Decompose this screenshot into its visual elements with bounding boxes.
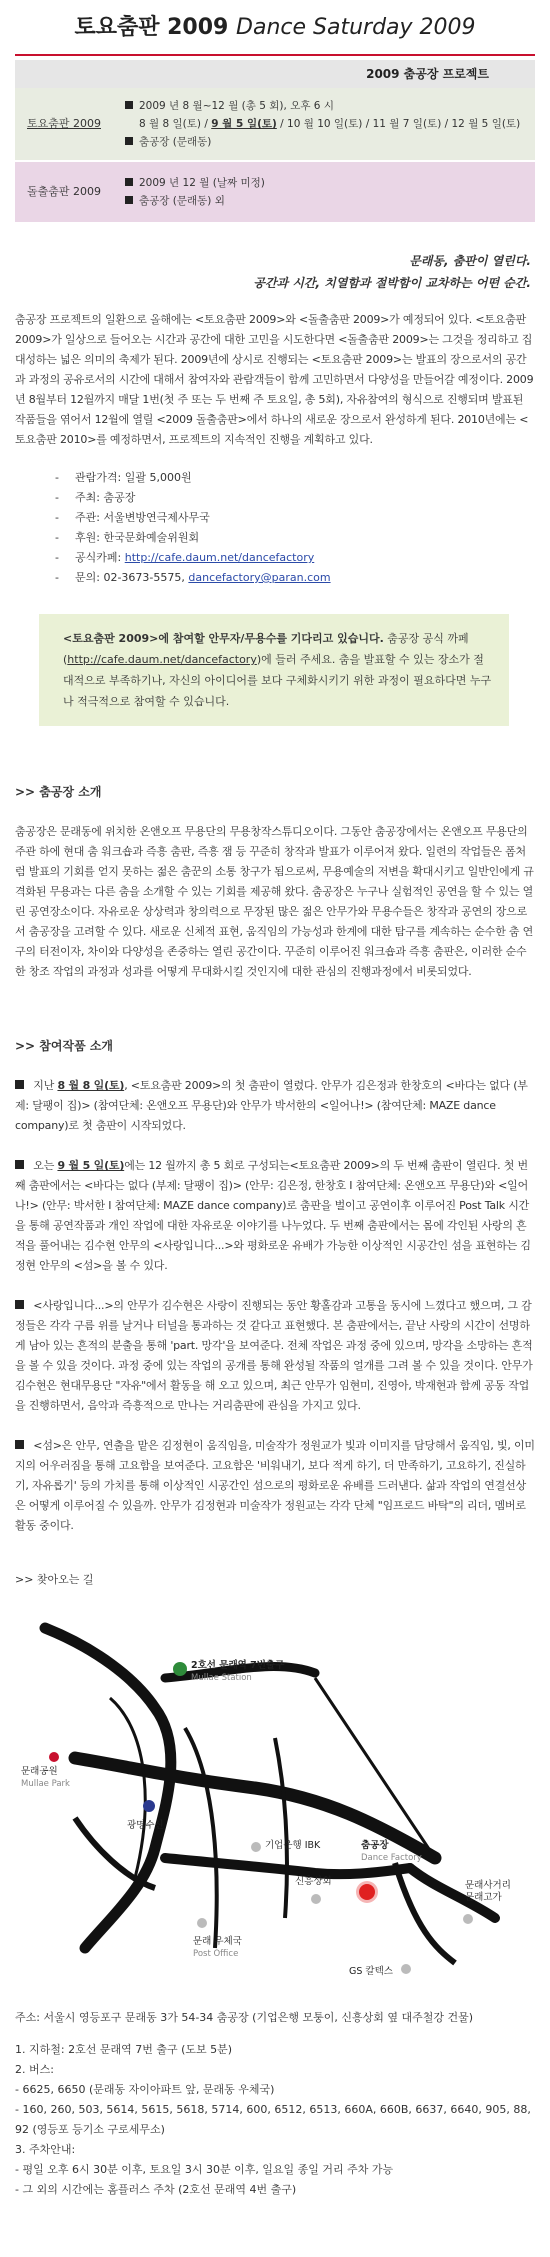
direction-line: - 160, 260, 503, 5614, 5615, 5618, 5714, 600, 6512, 6513, 660A, 660B, 6637, 6640, 905, 88, 92 (영등포 등기소 구로세무소) [15,2103,531,2136]
bullet-square-icon [125,178,133,186]
map-text: 문래 우체국 [193,1936,242,1947]
slogan-line: 문래동, 춤판이 열린다. [409,254,531,268]
works-text: 오는 [30,1159,58,1172]
schedule-details [125,174,535,210]
works-text: <섬>은 안무, 연출을 맡은 김정현이 움직임을, 미술작가 정원교가 빛과 이미지를 담당해서 움직임, 빛, 이미지의 어우러짐을 통해 고요함을 보여준다. 고요함은 '비워내기, 보다 적게 하기, 더 만족하기, 고요하기, 진실하기, 자유롭기' 등의 가치를 통해 이상적인 시공간인 섬으로의 평화로운 유배를 드러낸다. 삶과 작업의 연결선상은 어떻게 이루어질 수 있을까. 안무가 김정현과 미술작가 정원교는 각각 단체 "임프로드 바탁"의 리더, 멤버로 활동 중이다. [15,1439,535,1532]
schedule-label[interactable] [15,114,125,134]
direction-line: 3. 주차안내: [15,2143,76,2156]
map-text: 문래공원 [21,1766,58,1777]
post-office-marker-icon [197,1918,207,1928]
map-label-gwangmyeong: 광명수신 [127,1820,164,1831]
schedule-highlight-date: 9 월 5 일(토) [211,118,277,130]
bullet-square-icon [125,137,133,145]
bullet-square-icon [15,1440,24,1449]
notice-headline: <토요춤판 2009>에 참여할 안무자/무용수를 기다리고 있습니다. [63,632,384,645]
map-text: Post Office [193,1949,239,1959]
address: 주소: 서울시 영등포구 문래동 3가 54-34 춤공장 (기업은행 모퉁이, 신흥상회 옆 대주철강 건물) [15,2011,473,2024]
works-paragraph-2 [15,1156,535,1276]
info-fee: - 관람가격: 일괄 5,000원 [55,468,535,488]
works-text: 지난 [30,1079,58,1092]
subway-marker-icon [173,1662,187,1676]
info-host: - 주최: 춤공장 [55,488,535,508]
notice-text: 춤공장 공식 까페 ( [63,632,469,666]
park-marker-icon [49,1752,59,1762]
bullet-square-icon [15,1300,24,1309]
direction-line: 1. 지하철: 2호선 문래역 7번 출구 (도보 5분) [15,2043,233,2056]
ibk-marker-icon [251,1842,261,1852]
map-text: 춤공장 [361,1840,389,1851]
gas-station-marker-icon [401,1964,411,1974]
bullet-square-icon [125,101,133,109]
map-label-sinhan: 신흥상회 [295,1876,332,1887]
info-list [15,468,535,588]
about-paragraph: 춤공장은 문래동에 위치한 온앤오프 무용단의 무용창작스튜디오이다. 그동안 춤공장에서는 온앤오프 무용단의 주관 하에 현대 춤 워크숍과 즉흥 춤판, 즉흥 잼 등 꾸준히 창작과 발표가 이루어져 왔다. 일련의 작업들은 폼처럼 발표의 기회를 얻지 못하는 젊은 춤꾼의 소통 창구가 됨으로써, 무용예술의 저변을 확대시키고 일반인에게 규격화된 무용과는 다른 춤을 소개할 수 있는 기회를 제공해 왔다. 춤공장은 누구나 실험적인 공연을 할 수 있는 열린 공연장소이다. 자유로운 상상력과 창의력으로 무장된 많은 젊은 안무가와 무용수들은 창작과 공연의 장으로서 춤공장을 고려할 수 있다. 새로운 신체적 표현, 움직임의 가능성과 한계에 대한 탐구를 계속하는 순수한 춤 연구의 터전이자, 차이와 다양성을 존중하는 열린 공간이다. 꾸준히 이루어진 워크숍과 즉흥 춤판은, 이러한 순수한 창조 작업의 과정과 성과를 어떻게 무대화시킬 것인지에 대한 관심의 진행과정에서 비롯되었다. [15,825,534,978]
intersection-marker-icon [463,1914,473,1924]
info-cafe [55,548,535,568]
works-date: 9 월 5 일(토) [57,1159,125,1172]
map-text: 2호선 문래역 7번출구 [191,1660,285,1671]
schedule-label: 돌출춤판 2009 [27,185,101,198]
location-map [15,1618,515,1998]
title-english: Dance Saturday 2009 [236,15,476,40]
schedule-row-festival [15,162,535,222]
content [15,0,535,2200]
section-heading-works: >> 참여작품 소개 [15,1039,114,1053]
schedule-label-link[interactable]: 토요춤판 2009 [27,117,101,130]
slogan [15,250,535,294]
notice-text: )에 들러 주세요. 춤을 발표할 수 있는 장소가 절대적으로 부족하기나, 자신의 아이디어를 보다 구체화시키기 위한 과정이 필요하다면 누구나 적극적으로 참여할 수 있습니다. [63,653,492,708]
bullet-square-icon [15,1160,24,1169]
works-paragraph-1 [15,1076,535,1136]
cafe-link[interactable]: http://cafe.daum.net/dancefactory [124,551,315,564]
intro-paragraph: 춤공장 프로젝트의 일환으로 올해에는 <토요춤판 2009>와 <돌출춤판 2009>가 예정되어 있다. <토요춤판 2009>가 일상으로 들어오는 시간과 공간에 대한 고민을 시도한다면 <돌출춤판 2009>는 그것을 정리하고 집대성하는 넓은 의미의 축제가 된다. 2009년에 상시로 진행되는 <토요춤판 2009>는 발표의 장으로서의 공간과 과정의 공유로서의 시간에 대해서 참여자와 관람객들이 함께 고민하면서 다양성을 만들어갈 예정이다. 2009년 8월부터 12월까지 매달 1번(첫 주 또는 두 번째 주 토요일, 총 5회), 자유참여의 형식으로 진행되며 발표된 작품들을 엮어서 12월에 열릴 <2009 돌출춤판>에서 하나의 새로운 장으로서 완성하게 된다. 2010년에는 <토요춤판 2010>를 예정하면서, 프로젝트의 지속적인 진행을 계획하고 있다. [15,313,534,446]
slogan-line: 공간과 시간, 치열함과 절박함이 교차하는 어떤 순간. [253,276,531,290]
title-korean: 토요춤판 2009 [74,15,229,40]
email-link[interactable]: dancefactory@paran.com [188,571,331,584]
map-label-factory [361,1840,422,1864]
schedule-line: 2009 년 8 월~12 월 (총 5 회), 오후 6 시 [139,100,334,112]
map-text: Mullae Station [191,1673,252,1683]
project-heading: 2009 춤공장 프로젝트 [15,60,535,88]
section-heading-about: >> 춤공장 소개 [15,785,102,799]
works-text: , <토요춤판 2009>의 첫 춤판이 열렸다. 안무가 김은정과 한창호의 <바다는 없다 (부제: 달팽이 집)> (참여단체: 온앤오프 무용단)와 안무가 박서한의 <일어나!> (참여단체: MAZE dance company)로 첫 춤판이 시작되었다. [15,1079,528,1132]
schedule-line: 8 월 8 일(토) / [139,118,212,130]
schedule-details [125,97,535,151]
schedule-venue: 춤공장 (문래동) 외 [139,195,225,207]
info-contact [55,568,535,588]
info-cafe-label: 공식카페: [75,551,125,564]
works-text: 에는 12 월까지 총 5 회로 구성되는<토요춤판 2009>의 두 번째 춤판이 열린다. 첫 번째 춤판에서는 <바다는 없다 (부제: 달팽이 집)> (안무: 김은정, 한창호 I 참여단체: 온앤오프 무용단)와 <일어나!> (안무: 박서한 I 참여단체: MAZE dance company)로 춤판을 벌이고 공연이후 이루어진 Post Talk 시간을 통해 공연작품과 개인 작업에 대한 자유로운 이야기를 나누었다. 두 번째 춤판에서는 몸에 각인된 사랑의 흔적을 풀어내는 김수현 안무의 <사랑입니다...>와 평화로운 유배가 가능한 이상적인 시공간인 섬을 표현하는 김정현 안무의 <섬>을 볼 수 있다. [15,1159,531,1272]
works-paragraph-3 [15,1296,535,1416]
bullet-square-icon [15,1080,24,1089]
info-contact-label: 문의: 02-3673-5575, [75,571,189,584]
map-label-post [193,1936,242,1960]
info-organizer: - 주관: 서울변방연극제사무국 [55,508,535,528]
schedule-venue: 춤공장 (문래동) [139,136,212,148]
works-text: <사랑입니다...>의 안무가 김수현은 사랑이 진행되는 동안 황홀감과 고통을 동시에 느꼈다고 했으며, 그 감정들은 각각 구름 위를 날거나 터널을 통과하는 것 같다고 표현했다. 본 춤판에서는, 끝난 사랑의 시간이 선명하게 남아 있는 흔적의 분출을 통해 'part. 망각'을 보여준다. 전체 작업은 과정 중에 있으며, 망각을 소망하는 흔적을 볼 수 있을 것이다. 과정 중에 있는 작업의 공개를 통해 완성될 작품의 얼개를 그려 볼 수 있을 것이다. 안무가 김수현은 현대무용단 "자유"에서 활동을 해 오고 있으며, 최근 안무가 임현미, 진영아, 박재현과 함께 공동 작업을 진행하면서, 음악과 즉흥적으로 만나는 거리춤판에 관심을 가지고 있다. [15,1299,533,1412]
schedule-line: 2009 년 12 월 (날짜 미정) [139,177,265,189]
map-text: Mullae Park [21,1779,70,1789]
direction-line: - 평일 오후 6시 30분 이후, 토요일 3시 30분 이후, 일요일 종일 거리 주차 가능 [15,2163,394,2176]
bullet-square-icon [125,196,133,204]
schedule-row-saturday [15,88,535,160]
shop-marker-icon [311,1894,321,1904]
direction-line: - 그 외의 시간에는 홈플러스 주차 (2호선 문래역 4번 출구) [15,2183,297,2196]
dance-factory-marker-icon [359,1884,375,1900]
direction-line: 2. 버스: [15,2063,54,2076]
schedule-line: / 10 월 10 일(토) / 11 월 7 일(토) / 12 월 5 일(토) [276,118,521,130]
map-text: Dance Factory [361,1853,422,1863]
map-label-gs: GS 칼텍스 [349,1966,393,1977]
page-title [15,4,535,52]
map-label-park [21,1766,70,1790]
title-divider [15,54,535,56]
direction-line: - 6625, 6650 (문래동 자이아파트 앞, 문래동 우체국) [15,2083,275,2096]
map-label-intersection: 문래사거리 문래고가 [465,1880,511,1903]
bank-marker-icon [143,1800,155,1812]
info-sponsor: - 후원: 한국문화예술위원회 [55,528,535,548]
directions [15,2008,535,2200]
participation-notice [39,614,509,726]
works-date: 8 월 8 일(토) [57,1079,125,1092]
map-label-station [191,1660,284,1684]
section-heading-map: >> 찾아오는 길 [15,1573,94,1586]
works-paragraph-4 [15,1436,535,1536]
notice-cafe-link[interactable]: http://cafe.daum.net/dancefactory [67,653,257,666]
map-label-ibk: 기업은행 IBK [265,1840,321,1851]
